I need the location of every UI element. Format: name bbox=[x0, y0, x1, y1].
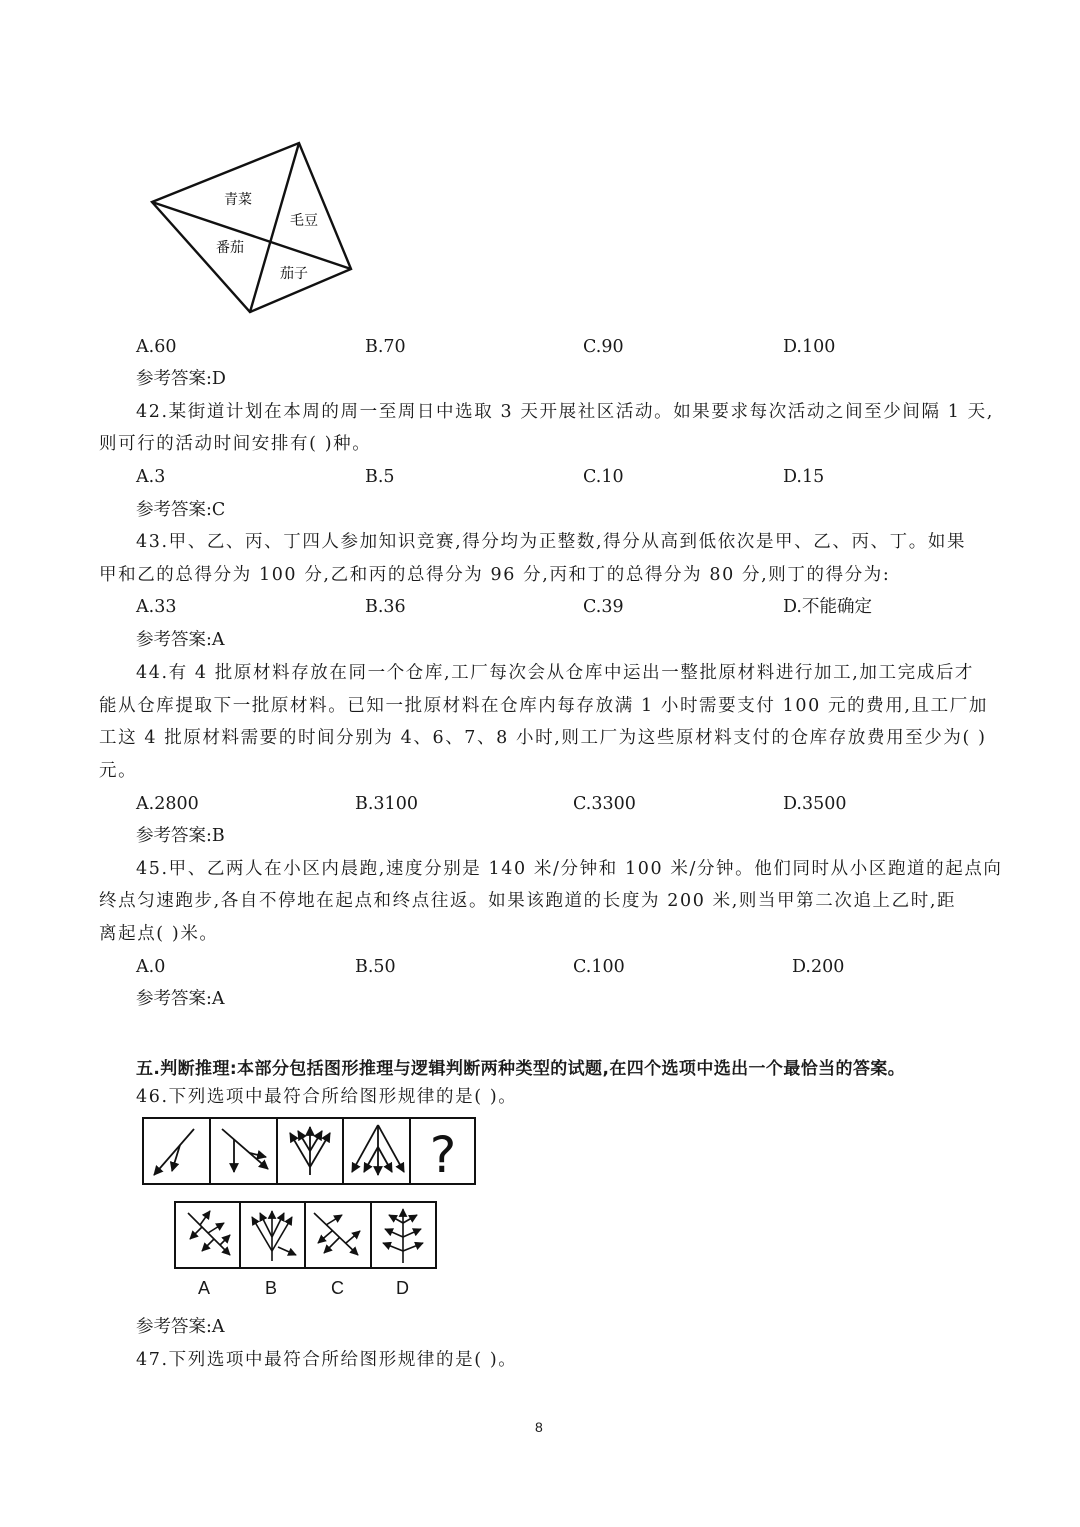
question-text: 工这 4 批原材料需要的时间分别为 4、6、7、8 小时,则工厂为这些原材料支付的仓库存放费用至少为( ) bbox=[99, 728, 987, 748]
field-plot-figure bbox=[140, 135, 370, 325]
section-heading: 五.判断推理:本部分包括图形推理与逻辑判断两种类型的试题,在四个选项中选出一个最恰当的答案。 bbox=[136, 1059, 906, 1079]
option-d: D.不能确定 bbox=[783, 597, 872, 617]
question-text: 离起点( )米。 bbox=[99, 924, 219, 944]
option-b: B.5 bbox=[365, 467, 395, 487]
answer-line: 参考答案:A bbox=[136, 1317, 225, 1337]
question-text: 终点匀速跑步,各自不停地在起点和终点往返。如果该跑道的长度为 200 米,则当甲第二次追上乙时,距 bbox=[99, 891, 957, 911]
region-label-edamame: 毛豆 bbox=[290, 213, 318, 229]
figure-sequence bbox=[142, 1117, 478, 1187]
question-text: 43.甲、乙、丙、丁四人参加知识竞赛,得分均为正整数,得分从高到低依次是甲、乙、丙、丁。如果 bbox=[136, 532, 967, 552]
quadrilateral-outline bbox=[152, 143, 351, 312]
answer-line: 参考答案:D bbox=[136, 369, 226, 389]
question-text: 45.甲、乙两人在小区内晨跑,速度分别是 140 米/分钟和 100 米/分钟。他们同时从小区跑道的起点向 bbox=[136, 859, 1003, 879]
region-label-tomato: 番茄 bbox=[216, 240, 244, 256]
option-label-b: B bbox=[265, 1278, 278, 1298]
option-b: B.3100 bbox=[355, 794, 418, 814]
option-d: D.100 bbox=[783, 337, 836, 357]
region-label-greens: 青菜 bbox=[224, 192, 252, 208]
question-text: 42.某街道计划在本周的周一至周日中选取 3 天开展社区活动。如果要求每次活动之间至少间隔 1 天, bbox=[136, 402, 994, 422]
question-mark: ? bbox=[429, 1126, 457, 1184]
region-label-eggplant: 茄子 bbox=[280, 266, 308, 282]
option-d: D.15 bbox=[783, 467, 825, 487]
option-a: A.2800 bbox=[136, 794, 199, 814]
option-c: C.39 bbox=[583, 597, 624, 617]
option-d: D.3500 bbox=[783, 794, 847, 814]
option-c: C.90 bbox=[583, 337, 624, 357]
question-text: 44.有 4 批原材料存放在同一个仓库,工厂每次会从仓库中运出一整批原材料进行加工,加工完成后才 bbox=[136, 663, 975, 683]
page-number: 8 bbox=[535, 1419, 543, 1435]
option-c: C.100 bbox=[573, 957, 625, 977]
option-figures bbox=[174, 1201, 438, 1271]
option-a: A.60 bbox=[136, 337, 177, 357]
option-label-a: A bbox=[198, 1278, 211, 1298]
option-label-d: D bbox=[396, 1278, 409, 1298]
question-text: 甲和乙的总得分为 100 分,乙和丙的总得分为 96 分,丙和丁的总得分为 80 分,则丁的得分为: bbox=[99, 565, 891, 585]
question-text: 则可行的活动时间安排有( )种。 bbox=[99, 434, 372, 454]
answer-line: 参考答案:C bbox=[136, 500, 226, 520]
question-text: 元。 bbox=[99, 761, 138, 781]
option-a: A.0 bbox=[136, 957, 166, 977]
option-c: C.3300 bbox=[573, 794, 636, 814]
option-d: D.200 bbox=[792, 957, 845, 977]
answer-line: 参考答案:B bbox=[136, 826, 225, 846]
option-a: A.33 bbox=[136, 597, 177, 617]
option-c: C.10 bbox=[583, 467, 624, 487]
option-b: B.50 bbox=[355, 957, 396, 977]
option-b: B.70 bbox=[365, 337, 406, 357]
question-text: 46.下列选项中最符合所给图形规律的是( )。 bbox=[136, 1087, 518, 1107]
question-text: 能从仓库提取下一批原材料。已知一批原材料在仓库内每存放满 1 小时需要支付 100 元的费用,且工厂加 bbox=[99, 696, 988, 716]
answer-line: 参考答案:A bbox=[136, 989, 225, 1009]
option-a: A.3 bbox=[136, 467, 166, 487]
option-label-c: C bbox=[331, 1278, 344, 1298]
answer-line: 参考答案:A bbox=[136, 630, 225, 650]
question-text: 47.下列选项中最符合所给图形规律的是( )。 bbox=[136, 1350, 518, 1370]
option-b: B.36 bbox=[365, 597, 406, 617]
